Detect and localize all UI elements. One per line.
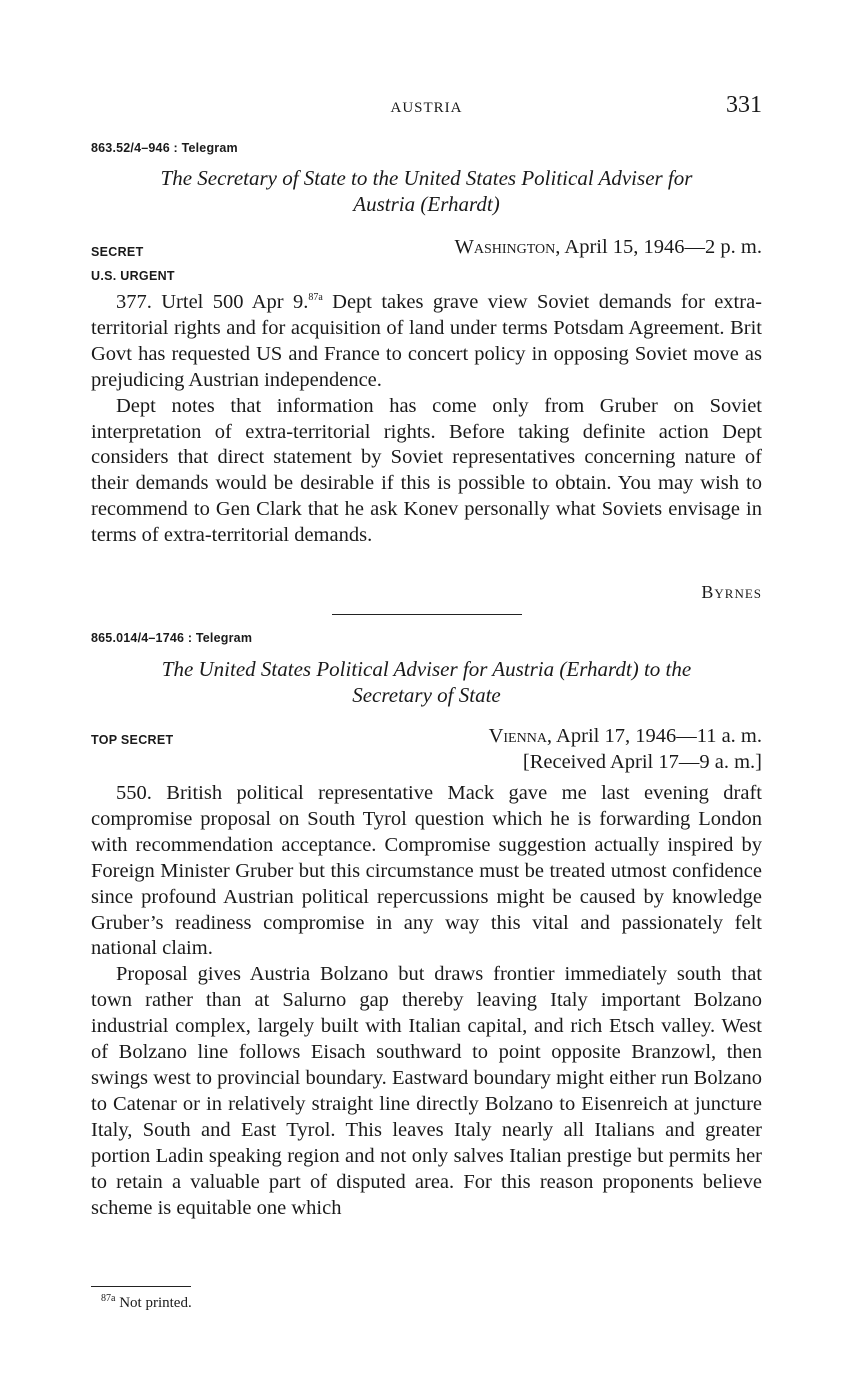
footnote-mark: 87a xyxy=(101,1293,116,1304)
doc1-para1-a: 377. Urtel 500 Apr 9. xyxy=(116,291,309,313)
doc2-dateline-rest: April 17, 1946—11 a. m. xyxy=(552,725,762,747)
doc2-dateline-place: Vienna, xyxy=(488,725,553,747)
doc2-file-ref: 865.014/4–1746 : Telegram xyxy=(91,631,253,645)
doc2-received: [Received April 17—9 a. m.] xyxy=(522,751,762,773)
doc1-classification: SECRET xyxy=(91,245,144,259)
doc2-body xyxy=(91,781,762,1221)
doc2-meta xyxy=(91,725,762,751)
doc1-file-ref: 863.52/4–946 : Telegram xyxy=(91,141,238,155)
footnote-divider xyxy=(91,1286,762,1287)
doc1-para1-b: Dept takes grave view Soviet demands for extra-territorial rights and for acquisition of land under terms Potsdam Agreement. Brit Govt has requested US and France to concert policy in opposing Soviet move as prejudicing Austrian independence. xyxy=(91,291,762,391)
footnote-text: Not printed. xyxy=(119,1295,192,1311)
footnote xyxy=(101,1295,772,1312)
doc2-classification: TOP SECRET xyxy=(91,733,174,747)
running-head: AUSTRIA xyxy=(390,100,463,116)
page-number: 331 xyxy=(726,92,762,118)
doc1-dateline xyxy=(455,236,762,259)
footnote-rule xyxy=(91,1286,191,1287)
doc1-paragraph-2: Dept notes that information has come only from Gruber on Soviet interpretation of extra-territorial rights. Before taking definite action Dept considers that direct statement by Soviet representatives concerning nature of their demands would be desirable if this is possible to obtain. You may wish to recommend to Gen Clark that he ask Konev personally what Soviets envisage in terms of extra-territorial demands. xyxy=(91,394,762,547)
doc2-title xyxy=(91,656,762,708)
section-divider xyxy=(91,614,762,615)
doc1-paragraph-1 xyxy=(91,290,762,394)
doc1-body xyxy=(91,290,762,549)
doc1-dateline-place: Washington, xyxy=(454,236,561,258)
doc1-dateline-rest: April 15, 1946—2 p. m. xyxy=(560,236,762,258)
page-header xyxy=(91,92,762,122)
footnote-ref: 87a xyxy=(308,292,323,304)
doc1-meta xyxy=(91,236,762,262)
doc1-urgency: U.S. URGENT xyxy=(91,269,175,283)
doc1-title xyxy=(91,165,762,217)
doc2-title-line2: Secretary of State xyxy=(352,683,501,707)
doc1-title-line1: The Secretary of State to the United States Political Adviser for xyxy=(160,166,693,190)
doc2-paragraph-1: 550. British political representative Mack gave me last evening draft compromise proposal on South Tyrol question which he is forwarding London with recommendation acceptance. Compromise suggestion actually inspired by Foreign Minister Gruber but this circumstance must be treated utmost confidence since profound Austrian political repercussions might be caused by knowledge Gruber’s readiness compromise in any way this vital and passionately felt national claim. xyxy=(91,782,762,960)
doc2-paragraph-2: Proposal gives Austria Bolzano but draws frontier immediately south that town rather than at Salurno gap thereby leaving Italy important Bolzano industrial complex, largely built with Italian capital, and rich Etsch valley. West of Bolzano line follows Eisach southward to point opposite Branzowl, then swings west to provincial boundary. Eastward boundary might either run Bolzano to Catenar or in relatively straight line directly Bolzano to Eisenreich at juncture Italy, South and East Tyrol. This leaves Italy nearly all Italians and greater portion Ladin speaking region and not only salves Italian prestige but permits her to retain a valuable part of disputed area. For this reason proponents believe scheme is equitable one which xyxy=(91,963,762,1219)
divider-rule xyxy=(332,614,522,615)
doc2-title-line1: The United States Political Adviser for Austria (Erhardt) to the xyxy=(161,657,692,681)
doc2-dateline xyxy=(489,725,762,748)
doc1-signature: Byrnes xyxy=(701,582,762,602)
doc1-title-line2: Austria (Erhardt) xyxy=(353,192,500,216)
